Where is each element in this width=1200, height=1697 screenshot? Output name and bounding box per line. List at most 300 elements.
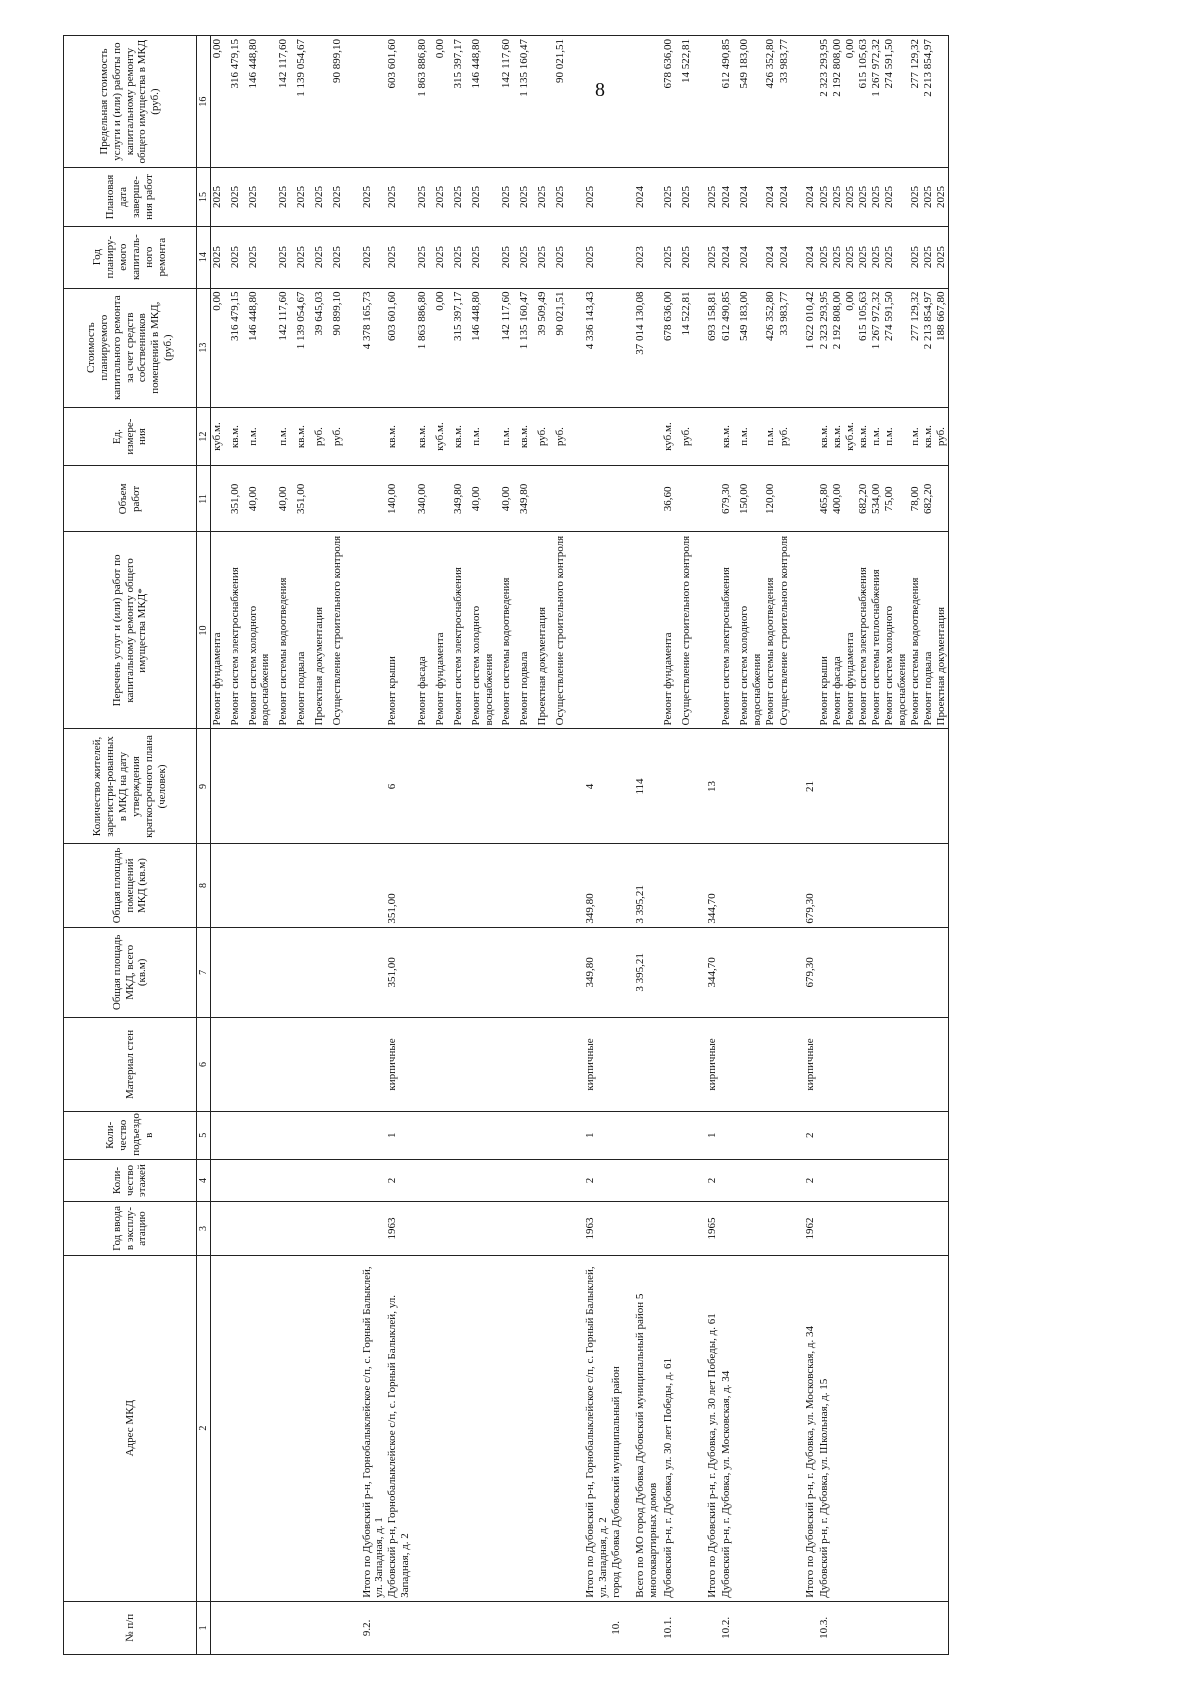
residents-cell (870, 729, 883, 844)
address-cell (883, 1255, 909, 1601)
row-number-cell (416, 1601, 434, 1654)
row-number-cell (277, 1601, 295, 1654)
premises-area-cell (536, 844, 554, 927)
total-area-cell (831, 927, 844, 1018)
wall-material-cell (909, 1018, 922, 1112)
wall-material-cell: кирпичные (386, 1018, 416, 1112)
end-date-cell: 2025 (247, 168, 277, 227)
end-date-cell: 2025 (211, 168, 229, 227)
end-date-cell: 2025 (295, 168, 313, 227)
limit-cost-cell (804, 36, 818, 168)
volume-cell (313, 466, 331, 532)
volume-cell: 75,00 (883, 466, 909, 532)
repair-year-cell: 2025 (470, 226, 500, 288)
entrances-cell (313, 1111, 331, 1159)
floors-cell (922, 1159, 935, 1202)
unit-cell: руб. (680, 407, 706, 466)
premises-area-cell (470, 844, 500, 927)
entrances-cell: 2 (804, 1111, 818, 1159)
total-area-cell (778, 927, 804, 1018)
work-type-cell: Проектная документация (313, 532, 331, 729)
header-cell: Общая площадь помещений МКД (кв.м) (64, 844, 197, 927)
total-area-cell (818, 927, 831, 1018)
address-cell (295, 1255, 313, 1601)
cost-cell: 1 267 972,32 (870, 288, 883, 407)
wall-material-cell (764, 1018, 778, 1112)
address-cell (416, 1255, 434, 1601)
repair-year-cell: 2025 (247, 226, 277, 288)
year-built-cell (818, 1202, 831, 1255)
wall-material-cell (922, 1018, 935, 1112)
address-cell (909, 1255, 922, 1601)
address-cell (313, 1255, 331, 1601)
address-cell (452, 1255, 470, 1601)
entrances-cell (554, 1111, 584, 1159)
residents-cell: 4 (584, 729, 610, 844)
year-built-cell: 1965 (706, 1202, 720, 1255)
column-number: 5 (197, 1111, 211, 1159)
wall-material-cell: кирпичные (584, 1018, 610, 1112)
unit-cell: куб.м. (211, 407, 229, 466)
floors-cell (935, 1159, 948, 1202)
limit-cost-cell (634, 36, 662, 168)
wall-material-cell (518, 1018, 536, 1112)
row-number-cell (247, 1601, 277, 1654)
total-area-cell: 679,30 (804, 927, 818, 1018)
year-built-cell (610, 1202, 634, 1255)
residents-cell (662, 729, 680, 844)
total-area-cell: 351,00 (386, 927, 416, 1018)
entrances-cell (857, 1111, 870, 1159)
end-date-cell: 2025 (277, 168, 295, 227)
cost-cell: 33 983,77 (778, 288, 804, 407)
cost-cell: 2 192 808,00 (831, 288, 844, 407)
end-date-cell: 2025 (331, 168, 361, 227)
year-built-cell (452, 1202, 470, 1255)
work-type-cell: Ремонт системы водоотведения (277, 532, 295, 729)
end-date-cell: 2024 (738, 168, 764, 227)
entrances-cell (662, 1111, 680, 1159)
premises-area-cell (935, 844, 948, 927)
repair-year-cell: 2025 (706, 226, 720, 288)
work-type-cell: Ремонт фундамента (662, 532, 680, 729)
end-date-cell: 2025 (857, 168, 870, 227)
premises-area-cell (883, 844, 909, 927)
work-type-cell: Ремонт крыши (818, 532, 831, 729)
end-date-cell: 2025 (434, 168, 452, 227)
total-area-cell (909, 927, 922, 1018)
repair-year-cell: 2025 (935, 226, 948, 288)
entrances-cell (778, 1111, 804, 1159)
unit-cell: руб. (778, 407, 804, 466)
row-number-cell (452, 1601, 470, 1654)
end-date-cell: 2025 (361, 168, 387, 227)
table-body (211, 36, 949, 1655)
unit-cell: п.м. (277, 407, 295, 466)
repair-year-cell: 2025 (554, 226, 584, 288)
column-number: 14 (197, 226, 211, 288)
floors-cell (470, 1159, 500, 1202)
wall-material-cell (680, 1018, 706, 1112)
work-type-cell: Ремонт подвала (518, 532, 536, 729)
repair-year-cell: 2025 (844, 226, 857, 288)
total-area-cell (500, 927, 518, 1018)
residents-cell (922, 729, 935, 844)
floors-cell (870, 1159, 883, 1202)
limit-cost-cell: 146 448,80 (247, 36, 277, 168)
column-number-row (197, 36, 211, 1655)
premises-area-cell: 3 395,21 (634, 844, 662, 927)
unit-cell: куб.м. (844, 407, 857, 466)
limit-cost-cell: 612 490,85 (720, 36, 738, 168)
work-type-cell: Осуществление строительного контроля (680, 532, 706, 729)
entrances-cell (634, 1111, 662, 1159)
total-area-cell: 349,80 (584, 927, 610, 1018)
header-cell: Коли-чество этажей (64, 1159, 197, 1202)
work-type-cell: Ремонт подвала (295, 532, 313, 729)
row-number-cell (778, 1601, 804, 1654)
unit-cell: руб. (554, 407, 584, 466)
repair-year-cell: 2024 (804, 226, 818, 288)
volume-cell: 40,00 (500, 466, 518, 532)
repair-year-cell: 2023 (634, 226, 662, 288)
year-built-cell (229, 1202, 247, 1255)
residents-cell (610, 729, 634, 844)
limit-cost-cell: 1 267 972,32 (870, 36, 883, 168)
table-row (844, 36, 857, 1655)
premises-area-cell: 349,80 (584, 844, 610, 927)
floors-cell (662, 1159, 680, 1202)
unit-cell (361, 407, 387, 466)
residents-cell (416, 729, 434, 844)
year-built-cell: 1963 (584, 1202, 610, 1255)
floors-cell (536, 1159, 554, 1202)
repair-year-cell: 2025 (361, 226, 387, 288)
premises-area-cell (554, 844, 584, 927)
end-date-cell: 2025 (935, 168, 948, 227)
repair-plan-table (63, 35, 949, 1655)
floors-cell (818, 1159, 831, 1202)
residents-cell (935, 729, 948, 844)
floors-cell (229, 1159, 247, 1202)
cost-cell: 603 601,60 (386, 288, 416, 407)
work-type-cell: Осуществление строительного контроля (778, 532, 804, 729)
premises-area-cell (434, 844, 452, 927)
table-row (500, 36, 518, 1655)
floors-cell (416, 1159, 434, 1202)
premises-area-cell (870, 844, 883, 927)
repair-year-cell: 2025 (277, 226, 295, 288)
residents-cell (818, 729, 831, 844)
unit-cell: п.м. (470, 407, 500, 466)
address-cell: Итого по Дубовский р-н, г. Дубовка, ул. 30 лет Победы, д. 61 (706, 1255, 720, 1601)
end-date-cell: 2025 (452, 168, 470, 227)
row-number-cell (500, 1601, 518, 1654)
table-row (277, 36, 295, 1655)
row-number-cell (313, 1601, 331, 1654)
limit-cost-cell: 549 183,00 (738, 36, 764, 168)
limit-cost-cell (935, 36, 948, 168)
wall-material-cell: кирпичные (804, 1018, 818, 1112)
unit-cell: кв.м. (922, 407, 935, 466)
floors-cell: 2 (804, 1159, 818, 1202)
end-date-cell: 2025 (844, 168, 857, 227)
work-type-cell: Ремонт фасада (831, 532, 844, 729)
repair-year-cell: 2025 (229, 226, 247, 288)
floors-cell (211, 1159, 229, 1202)
wall-material-cell (211, 1018, 229, 1112)
unit-cell: п.м. (500, 407, 518, 466)
column-number: 15 (197, 168, 211, 227)
volume-cell: 349,80 (518, 466, 536, 532)
wall-material-cell (229, 1018, 247, 1112)
volume-cell (331, 466, 361, 532)
year-built-cell (870, 1202, 883, 1255)
volume-cell: 682,20 (922, 466, 935, 532)
header-cell: Количество жителей, зарегистри-рованных в МКД на дату утверждения краткосрочного плана (человек) (64, 729, 197, 844)
residents-cell (680, 729, 706, 844)
end-date-cell: 2025 (470, 168, 500, 227)
repair-year-cell: 2024 (778, 226, 804, 288)
year-built-cell (536, 1202, 554, 1255)
unit-cell: кв.м. (452, 407, 470, 466)
repair-year-cell: 2025 (313, 226, 331, 288)
total-area-cell (662, 927, 680, 1018)
repair-year-cell: 2025 (680, 226, 706, 288)
entrances-cell (909, 1111, 922, 1159)
work-type-cell: Ремонт системы водоотведения (764, 532, 778, 729)
volume-cell (554, 466, 584, 532)
cost-cell: 90 021,51 (554, 288, 584, 407)
entrances-cell (720, 1111, 738, 1159)
entrances-cell (277, 1111, 295, 1159)
row-number-cell (909, 1601, 922, 1654)
entrances-cell (247, 1111, 277, 1159)
end-date-cell: 2024 (778, 168, 804, 227)
work-type-cell: Ремонт системы водоотведения (909, 532, 922, 729)
year-built-cell (720, 1202, 738, 1255)
address-cell (857, 1255, 870, 1601)
column-number: 12 (197, 407, 211, 466)
residents-cell (434, 729, 452, 844)
work-type-cell (804, 532, 818, 729)
table-row (313, 36, 331, 1655)
table-row (738, 36, 764, 1655)
address-cell (211, 1255, 229, 1601)
address-cell (554, 1255, 584, 1601)
row-number-cell (434, 1601, 452, 1654)
unit-cell: кв.м. (818, 407, 831, 466)
row-number-cell (844, 1601, 857, 1654)
residents-cell (536, 729, 554, 844)
limit-cost-cell: 603 601,60 (386, 36, 416, 168)
column-number: 11 (197, 466, 211, 532)
total-area-cell (211, 927, 229, 1018)
repair-year-cell: 2025 (331, 226, 361, 288)
total-area-cell (883, 927, 909, 1018)
cost-cell: 316 479,15 (229, 288, 247, 407)
cost-cell: 4 336 143,43 (584, 288, 610, 407)
volume-cell: 351,00 (229, 466, 247, 532)
header-cell: Год ввода в эксплу-атацию (64, 1202, 197, 1255)
year-built-cell (634, 1202, 662, 1255)
end-date-cell: 2025 (229, 168, 247, 227)
row-number-cell: 10.2. (720, 1601, 738, 1654)
header-cell: Материал стен (64, 1018, 197, 1112)
end-date-cell: 2025 (680, 168, 706, 227)
unit-cell: кв.м. (295, 407, 313, 466)
year-built-cell (662, 1202, 680, 1255)
cost-cell: 188 667,80 (935, 288, 948, 407)
premises-area-cell: 679,30 (804, 844, 818, 927)
floors-cell (738, 1159, 764, 1202)
rotated-sheet (63, 35, 1175, 1655)
unit-cell: кв.м. (416, 407, 434, 466)
cost-cell: 2 213 854,97 (922, 288, 935, 407)
residents-cell: 13 (706, 729, 720, 844)
year-built-cell: 1963 (386, 1202, 416, 1255)
repair-year-cell: 2025 (662, 226, 680, 288)
end-date-cell: 2025 (870, 168, 883, 227)
entrances-cell (211, 1111, 229, 1159)
wall-material-cell (778, 1018, 804, 1112)
repair-year-cell: 2025 (452, 226, 470, 288)
work-type-cell: Проектная документация (935, 532, 948, 729)
table-row (818, 36, 831, 1655)
table-row (680, 36, 706, 1655)
residents-cell (229, 729, 247, 844)
entrances-cell (818, 1111, 831, 1159)
limit-cost-cell: 2 323 293,95 (818, 36, 831, 168)
cost-cell: 0,00 (434, 288, 452, 407)
address-cell (778, 1255, 804, 1601)
work-type-cell: Ремонт крыши (386, 532, 416, 729)
entrances-cell (470, 1111, 500, 1159)
table-row (536, 36, 554, 1655)
volume-cell (584, 466, 610, 532)
unit-cell: руб. (313, 407, 331, 466)
volume-cell: 36,60 (662, 466, 680, 532)
column-number: 16 (197, 36, 211, 168)
end-date-cell: 2025 (584, 168, 610, 227)
table-row (229, 36, 247, 1655)
premises-area-cell (720, 844, 738, 927)
repair-year-cell: 2025 (386, 226, 416, 288)
year-built-cell (416, 1202, 434, 1255)
limit-cost-cell: 2 192 808,00 (831, 36, 844, 168)
end-date-cell: 2025 (518, 168, 536, 227)
address-cell: Дубовский р-н, г. Дубовка, ул. Школьная, д. 15 (818, 1255, 831, 1601)
year-built-cell (295, 1202, 313, 1255)
total-area-cell: 3 395,21 (634, 927, 662, 1018)
repair-year-cell: 2025 (883, 226, 909, 288)
total-area-cell (361, 927, 387, 1018)
address-cell (331, 1255, 361, 1601)
end-date-cell: 2025 (883, 168, 909, 227)
year-built-cell (554, 1202, 584, 1255)
work-type-cell: Ремонт систем холодного водоснабжения (247, 532, 277, 729)
work-type-cell: Ремонт систем холодного водоснабжения (738, 532, 764, 729)
year-built-cell (738, 1202, 764, 1255)
cost-cell: 37 014 130,08 (634, 288, 662, 407)
address-cell (738, 1255, 764, 1601)
volume-cell: 679,30 (720, 466, 738, 532)
repair-year-cell: 2025 (857, 226, 870, 288)
work-type-cell: Ремонт фундамента (434, 532, 452, 729)
cost-cell: 146 448,80 (470, 288, 500, 407)
total-area-cell (416, 927, 434, 1018)
unit-cell: кв.м. (831, 407, 844, 466)
limit-cost-cell: 90 899,10 (331, 36, 361, 168)
cost-cell: 615 105,63 (857, 288, 870, 407)
residents-cell (720, 729, 738, 844)
end-date-cell: 2025 (922, 168, 935, 227)
row-number-cell: 10. (610, 1601, 634, 1654)
year-built-cell (331, 1202, 361, 1255)
end-date-cell (610, 168, 634, 227)
table-row (778, 36, 804, 1655)
limit-cost-cell: 678 636,00 (662, 36, 680, 168)
repair-year-cell: 2025 (434, 226, 452, 288)
work-type-cell (361, 532, 387, 729)
unit-cell: руб. (536, 407, 554, 466)
floors-cell (610, 1159, 634, 1202)
floors-cell (295, 1159, 313, 1202)
volume-cell: 40,00 (470, 466, 500, 532)
unit-cell: кв.м. (229, 407, 247, 466)
wall-material-cell: кирпичные (706, 1018, 720, 1112)
year-built-cell (470, 1202, 500, 1255)
header-cell: Общая площадь МКД, всего (кв.м) (64, 927, 197, 1018)
unit-cell (634, 407, 662, 466)
address-cell: город Дубовка Дубовский муниципальный район (610, 1255, 634, 1601)
limit-cost-cell (361, 36, 387, 168)
work-type-cell: Проектная документация (536, 532, 554, 729)
wall-material-cell (738, 1018, 764, 1112)
end-date-cell: 2025 (386, 168, 416, 227)
cost-cell: 1 622 010,42 (804, 288, 818, 407)
cost-cell: 146 448,80 (247, 288, 277, 407)
wall-material-cell (870, 1018, 883, 1112)
floors-cell (634, 1159, 662, 1202)
residents-cell (738, 729, 764, 844)
end-date-cell: 2025 (909, 168, 922, 227)
year-built-cell (434, 1202, 452, 1255)
floors-cell (331, 1159, 361, 1202)
year-built-cell (361, 1202, 387, 1255)
entrances-cell (680, 1111, 706, 1159)
table-row (764, 36, 778, 1655)
work-type-cell: Ремонт фундамента (211, 532, 229, 729)
row-number-cell: 9.2. (361, 1601, 387, 1654)
entrances-cell (844, 1111, 857, 1159)
repair-year-cell: 2025 (536, 226, 554, 288)
floors-cell (277, 1159, 295, 1202)
work-type-cell (584, 532, 610, 729)
table-row (416, 36, 434, 1655)
repair-year-cell: 2025 (416, 226, 434, 288)
address-cell (500, 1255, 518, 1601)
premises-area-cell (738, 844, 764, 927)
wall-material-cell (295, 1018, 313, 1112)
volume-cell: 40,00 (247, 466, 277, 532)
column-number: 6 (197, 1018, 211, 1112)
total-area-cell (331, 927, 361, 1018)
work-type-cell: Ремонт систем электроснабжения (857, 532, 870, 729)
cost-cell: 39 645,03 (313, 288, 331, 407)
limit-cost-cell: 0,00 (211, 36, 229, 168)
entrances-cell (452, 1111, 470, 1159)
